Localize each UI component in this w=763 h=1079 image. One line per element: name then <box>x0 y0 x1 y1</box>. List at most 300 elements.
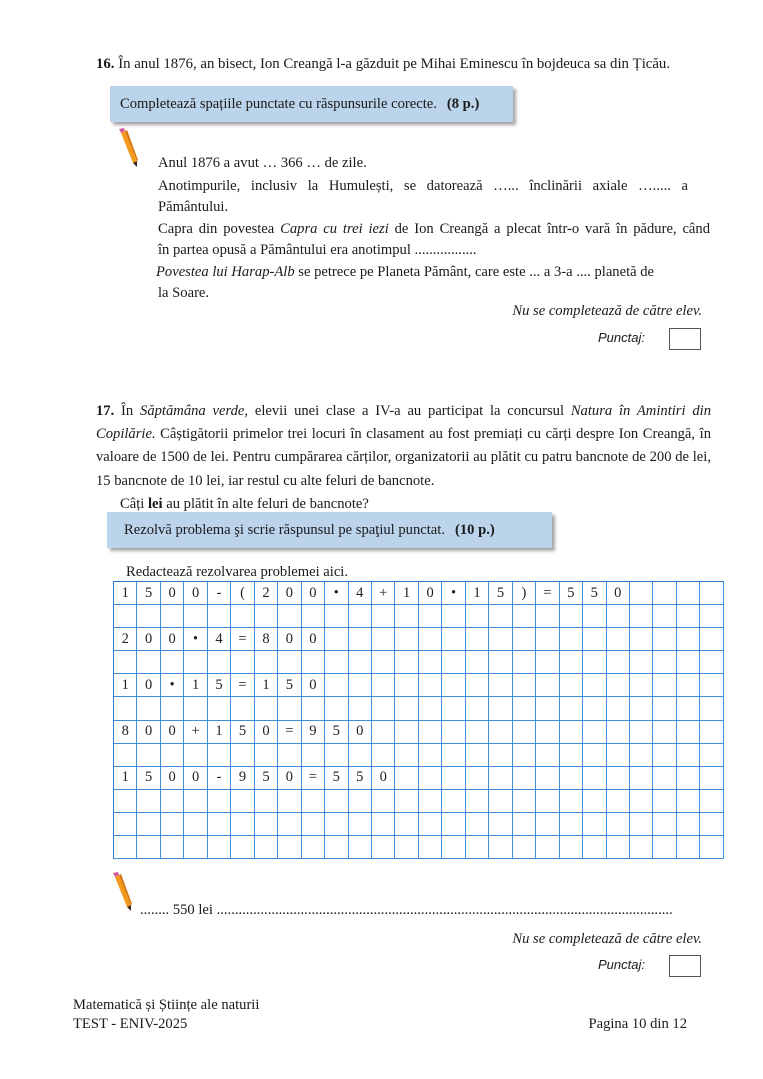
grid-cell[interactable]: 1 <box>114 767 137 790</box>
grid-cell[interactable] <box>419 744 442 767</box>
grid-cell[interactable] <box>395 836 418 859</box>
grid-cell[interactable] <box>442 721 465 744</box>
solution-grid[interactable] <box>113 581 724 859</box>
grid-cell[interactable]: = <box>278 721 301 744</box>
grid-cell[interactable] <box>349 790 372 813</box>
grid-cell[interactable] <box>607 697 630 720</box>
grid-cell[interactable] <box>325 697 348 720</box>
grid-cell[interactable] <box>653 767 676 790</box>
grid-cell[interactable] <box>560 651 583 674</box>
grid-cell[interactable]: - <box>208 582 231 605</box>
grid-cell[interactable] <box>442 628 465 651</box>
grid-cell[interactable] <box>161 836 184 859</box>
grid-cell[interactable] <box>325 836 348 859</box>
grid-cell[interactable] <box>419 721 442 744</box>
grid-cell[interactable] <box>489 605 512 628</box>
grid-cell[interactable]: 5 <box>278 674 301 697</box>
grid-cell[interactable] <box>184 813 207 836</box>
grid-cell[interactable]: 5 <box>208 674 231 697</box>
grid-cell[interactable] <box>489 628 512 651</box>
grid-cell[interactable] <box>231 790 254 813</box>
grid-cell[interactable] <box>700 790 723 813</box>
grid-cell[interactable] <box>442 744 465 767</box>
grid-cell[interactable] <box>442 813 465 836</box>
grid-cell[interactable]: 0 <box>419 582 442 605</box>
grid-cell[interactable] <box>700 721 723 744</box>
grid-cell[interactable] <box>700 813 723 836</box>
grid-cell[interactable]: 5 <box>489 582 512 605</box>
grid-cell[interactable] <box>184 651 207 674</box>
grid-cell[interactable] <box>114 651 137 674</box>
grid-cell[interactable]: 0 <box>278 767 301 790</box>
grid-cell[interactable] <box>419 767 442 790</box>
grid-cell[interactable] <box>302 697 325 720</box>
grid-cell[interactable] <box>560 767 583 790</box>
grid-cell[interactable] <box>137 605 160 628</box>
grid-cell[interactable]: 0 <box>278 582 301 605</box>
grid-cell[interactable]: 1 <box>208 721 231 744</box>
grid-cell[interactable] <box>231 697 254 720</box>
grid-cell[interactable] <box>583 744 606 767</box>
grid-cell[interactable] <box>208 813 231 836</box>
grid-cell[interactable] <box>349 836 372 859</box>
grid-cell[interactable] <box>677 582 700 605</box>
grid-cell[interactable] <box>700 628 723 651</box>
grid-cell[interactable]: 1 <box>466 582 489 605</box>
grid-cell[interactable]: 5 <box>325 721 348 744</box>
grid-cell[interactable] <box>419 836 442 859</box>
grid-cell[interactable]: 5 <box>137 582 160 605</box>
grid-cell[interactable] <box>536 628 559 651</box>
grid-cell[interactable] <box>372 790 395 813</box>
grid-cell[interactable] <box>677 813 700 836</box>
grid-cell[interactable] <box>442 836 465 859</box>
grid-cell[interactable]: 0 <box>184 582 207 605</box>
grid-cell[interactable] <box>255 651 278 674</box>
grid-cell[interactable]: 0 <box>278 628 301 651</box>
grid-cell[interactable]: + <box>372 582 395 605</box>
grid-cell[interactable] <box>630 744 653 767</box>
grid-cell[interactable] <box>489 674 512 697</box>
grid-cell[interactable] <box>208 790 231 813</box>
grid-cell[interactable] <box>513 744 536 767</box>
grid-cell[interactable] <box>395 674 418 697</box>
grid-cell[interactable] <box>466 674 489 697</box>
grid-cell[interactable] <box>700 836 723 859</box>
grid-cell[interactable]: 1 <box>184 674 207 697</box>
grid-cell[interactable] <box>278 744 301 767</box>
grid-cell[interactable] <box>653 697 676 720</box>
grid-cell[interactable]: 0 <box>137 721 160 744</box>
grid-cell[interactable] <box>489 836 512 859</box>
grid-cell[interactable] <box>700 651 723 674</box>
grid-cell[interactable] <box>302 813 325 836</box>
grid-cell[interactable]: 0 <box>161 767 184 790</box>
grid-cell[interactable] <box>630 674 653 697</box>
grid-cell[interactable] <box>583 813 606 836</box>
grid-cell[interactable] <box>442 767 465 790</box>
grid-cell[interactable]: 8 <box>114 721 137 744</box>
grid-cell[interactable] <box>583 697 606 720</box>
grid-cell[interactable] <box>278 790 301 813</box>
grid-cell[interactable] <box>372 813 395 836</box>
grid-cell[interactable] <box>114 605 137 628</box>
grid-cell[interactable] <box>161 605 184 628</box>
grid-cell[interactable] <box>349 813 372 836</box>
grid-cell[interactable] <box>161 790 184 813</box>
grid-cell[interactable] <box>442 605 465 628</box>
grid-cell[interactable] <box>677 790 700 813</box>
grid-cell[interactable]: 4 <box>349 582 372 605</box>
grid-cell[interactable]: 2 <box>114 628 137 651</box>
grid-cell[interactable] <box>255 744 278 767</box>
grid-cell[interactable] <box>231 651 254 674</box>
grid-cell[interactable]: • <box>161 674 184 697</box>
grid-cell[interactable] <box>137 813 160 836</box>
grid-cell[interactable] <box>466 605 489 628</box>
grid-cell[interactable] <box>231 605 254 628</box>
grid-cell[interactable] <box>349 651 372 674</box>
grid-cell[interactable] <box>560 813 583 836</box>
grid-cell[interactable] <box>677 744 700 767</box>
grid-cell[interactable] <box>278 651 301 674</box>
grid-cell[interactable] <box>607 813 630 836</box>
grid-cell[interactable] <box>419 628 442 651</box>
grid-cell[interactable] <box>161 651 184 674</box>
grid-cell[interactable]: 0 <box>161 582 184 605</box>
grid-cell[interactable] <box>231 744 254 767</box>
grid-cell[interactable]: 5 <box>255 767 278 790</box>
grid-cell[interactable] <box>677 721 700 744</box>
grid-cell[interactable] <box>513 767 536 790</box>
grid-cell[interactable] <box>372 674 395 697</box>
grid-cell[interactable]: 1 <box>255 674 278 697</box>
grid-cell[interactable]: = <box>231 674 254 697</box>
grid-cell[interactable] <box>677 697 700 720</box>
grid-cell[interactable] <box>607 605 630 628</box>
grid-cell[interactable] <box>677 836 700 859</box>
grid-cell[interactable]: 9 <box>231 767 254 790</box>
grid-cell[interactable] <box>255 836 278 859</box>
grid-cell[interactable] <box>395 813 418 836</box>
grid-cell[interactable] <box>653 582 676 605</box>
grid-cell[interactable] <box>653 790 676 813</box>
grid-cell[interactable] <box>349 744 372 767</box>
grid-cell[interactable]: 1 <box>395 582 418 605</box>
grid-cell[interactable]: ( <box>231 582 254 605</box>
grid-cell[interactable] <box>419 674 442 697</box>
grid-cell[interactable] <box>607 744 630 767</box>
grid-cell[interactable] <box>302 836 325 859</box>
grid-cell[interactable] <box>677 674 700 697</box>
grid-cell[interactable]: 0 <box>161 628 184 651</box>
grid-cell[interactable] <box>513 790 536 813</box>
grid-cell[interactable] <box>513 628 536 651</box>
grid-cell[interactable] <box>583 628 606 651</box>
grid-cell[interactable] <box>419 790 442 813</box>
grid-cell[interactable] <box>489 767 512 790</box>
grid-cell[interactable] <box>700 744 723 767</box>
grid-cell[interactable] <box>677 628 700 651</box>
grid-cell[interactable] <box>630 813 653 836</box>
grid-cell[interactable] <box>536 836 559 859</box>
grid-cell[interactable] <box>302 790 325 813</box>
grid-cell[interactable] <box>255 605 278 628</box>
grid-cell[interactable] <box>700 697 723 720</box>
grid-cell[interactable]: 0 <box>302 582 325 605</box>
grid-cell[interactable] <box>560 697 583 720</box>
grid-cell[interactable] <box>630 651 653 674</box>
grid-cell[interactable] <box>372 836 395 859</box>
grid-cell[interactable] <box>137 697 160 720</box>
grid-cell[interactable] <box>349 605 372 628</box>
grid-cell[interactable] <box>607 767 630 790</box>
grid-cell[interactable] <box>560 674 583 697</box>
grid-cell[interactable] <box>466 697 489 720</box>
grid-cell[interactable]: 5 <box>231 721 254 744</box>
grid-cell[interactable]: 0 <box>137 674 160 697</box>
grid-cell[interactable] <box>442 674 465 697</box>
grid-cell[interactable] <box>677 651 700 674</box>
grid-cell[interactable]: ) <box>513 582 536 605</box>
grid-cell[interactable] <box>513 836 536 859</box>
grid-cell[interactable] <box>536 674 559 697</box>
grid-cell[interactable] <box>325 744 348 767</box>
grid-cell[interactable] <box>677 605 700 628</box>
grid-cell[interactable] <box>325 628 348 651</box>
grid-cell[interactable] <box>630 767 653 790</box>
grid-cell[interactable]: 5 <box>349 767 372 790</box>
grid-cell[interactable] <box>137 651 160 674</box>
grid-cell[interactable]: • <box>325 582 348 605</box>
grid-cell[interactable]: 8 <box>255 628 278 651</box>
grid-cell[interactable]: = <box>231 628 254 651</box>
grid-cell[interactable] <box>419 813 442 836</box>
grid-cell[interactable] <box>607 790 630 813</box>
grid-cell[interactable] <box>302 744 325 767</box>
grid-cell[interactable] <box>325 674 348 697</box>
grid-cell[interactable] <box>184 697 207 720</box>
grid-cell[interactable]: = <box>536 582 559 605</box>
grid-cell[interactable] <box>630 721 653 744</box>
grid-cell[interactable] <box>607 836 630 859</box>
grid-cell[interactable] <box>677 767 700 790</box>
grid-cell[interactable] <box>489 813 512 836</box>
grid-cell[interactable] <box>653 721 676 744</box>
grid-cell[interactable] <box>395 721 418 744</box>
grid-cell[interactable] <box>630 836 653 859</box>
grid-cell[interactable]: 0 <box>255 721 278 744</box>
grid-cell[interactable] <box>137 836 160 859</box>
grid-cell[interactable]: 9 <box>302 721 325 744</box>
grid-cell[interactable] <box>513 721 536 744</box>
grid-cell[interactable] <box>208 697 231 720</box>
grid-cell[interactable] <box>653 605 676 628</box>
grid-cell[interactable] <box>536 767 559 790</box>
grid-cell[interactable] <box>208 605 231 628</box>
grid-cell[interactable]: = <box>302 767 325 790</box>
grid-cell[interactable] <box>653 651 676 674</box>
grid-cell[interactable]: 5 <box>137 767 160 790</box>
grid-cell[interactable] <box>395 697 418 720</box>
grid-cell[interactable] <box>700 582 723 605</box>
grid-cell[interactable] <box>255 813 278 836</box>
grid-cell[interactable] <box>513 813 536 836</box>
grid-cell[interactable] <box>442 651 465 674</box>
grid-cell[interactable] <box>700 605 723 628</box>
grid-cell[interactable] <box>653 813 676 836</box>
grid-cell[interactable] <box>560 744 583 767</box>
grid-cell[interactable] <box>630 697 653 720</box>
grid-cell[interactable]: 5 <box>325 767 348 790</box>
grid-cell[interactable] <box>489 790 512 813</box>
grid-cell[interactable] <box>114 697 137 720</box>
grid-cell[interactable]: - <box>208 767 231 790</box>
grid-cell[interactable] <box>513 651 536 674</box>
grid-cell[interactable]: 0 <box>302 628 325 651</box>
grid-cell[interactable] <box>536 697 559 720</box>
grid-cell[interactable]: 0 <box>161 721 184 744</box>
grid-cell[interactable] <box>466 836 489 859</box>
grid-cell[interactable] <box>513 697 536 720</box>
grid-cell[interactable] <box>442 790 465 813</box>
grid-cell[interactable] <box>372 628 395 651</box>
grid-cell[interactable] <box>114 790 137 813</box>
grid-cell[interactable]: 0 <box>607 582 630 605</box>
grid-cell[interactable] <box>184 836 207 859</box>
grid-cell[interactable] <box>630 582 653 605</box>
grid-cell[interactable] <box>184 790 207 813</box>
grid-cell[interactable] <box>513 674 536 697</box>
grid-cell[interactable] <box>372 721 395 744</box>
grid-cell[interactable] <box>395 651 418 674</box>
grid-cell[interactable] <box>653 628 676 651</box>
grid-cell[interactable] <box>583 674 606 697</box>
grid-cell[interactable] <box>607 651 630 674</box>
grid-cell[interactable]: • <box>184 628 207 651</box>
grid-cell[interactable]: 1 <box>114 674 137 697</box>
grid-cell[interactable]: 2 <box>255 582 278 605</box>
grid-cell[interactable] <box>302 605 325 628</box>
grid-cell[interactable] <box>161 744 184 767</box>
grid-cell[interactable] <box>278 605 301 628</box>
grid-cell[interactable] <box>137 790 160 813</box>
grid-cell[interactable] <box>349 697 372 720</box>
grid-cell[interactable] <box>255 697 278 720</box>
grid-cell[interactable] <box>255 790 278 813</box>
grid-cell[interactable] <box>489 721 512 744</box>
grid-cell[interactable] <box>349 628 372 651</box>
answer-line[interactable]: ........ 550 lei ............................................................................................................................. <box>140 902 673 918</box>
grid-cell[interactable] <box>372 697 395 720</box>
grid-cell[interactable] <box>419 697 442 720</box>
grid-cell[interactable] <box>700 674 723 697</box>
grid-cell[interactable] <box>161 813 184 836</box>
grid-cell[interactable] <box>278 813 301 836</box>
grid-cell[interactable] <box>466 651 489 674</box>
grid-cell[interactable] <box>184 744 207 767</box>
grid-cell[interactable] <box>630 605 653 628</box>
grid-cell[interactable] <box>466 767 489 790</box>
grid-cell[interactable] <box>325 651 348 674</box>
grid-cell[interactable] <box>466 628 489 651</box>
grid-cell[interactable]: 4 <box>208 628 231 651</box>
grid-cell[interactable] <box>536 605 559 628</box>
grid-cell[interactable] <box>583 836 606 859</box>
grid-cell[interactable]: 0 <box>184 767 207 790</box>
grid-cell[interactable] <box>395 605 418 628</box>
grid-cell[interactable] <box>607 674 630 697</box>
grid-cell[interactable] <box>395 744 418 767</box>
grid-cell[interactable] <box>489 744 512 767</box>
grid-cell[interactable] <box>583 790 606 813</box>
grid-cell[interactable] <box>278 697 301 720</box>
grid-cell[interactable] <box>583 721 606 744</box>
grid-cell[interactable] <box>653 836 676 859</box>
grid-cell[interactable] <box>114 813 137 836</box>
grid-cell[interactable] <box>630 628 653 651</box>
grid-cell[interactable] <box>536 813 559 836</box>
grid-cell[interactable] <box>114 744 137 767</box>
grid-cell[interactable] <box>536 721 559 744</box>
grid-cell[interactable] <box>372 744 395 767</box>
grid-cell[interactable] <box>489 651 512 674</box>
grid-cell[interactable]: 0 <box>372 767 395 790</box>
grid-cell[interactable] <box>325 605 348 628</box>
grid-cell[interactable] <box>302 651 325 674</box>
grid-cell[interactable] <box>372 605 395 628</box>
grid-cell[interactable] <box>653 744 676 767</box>
grid-cell[interactable] <box>208 744 231 767</box>
grid-cell[interactable] <box>395 767 418 790</box>
grid-cell[interactable]: + <box>184 721 207 744</box>
grid-cell[interactable] <box>161 697 184 720</box>
grid-cell[interactable] <box>700 767 723 790</box>
grid-cell[interactable] <box>325 790 348 813</box>
grid-cell[interactable] <box>466 790 489 813</box>
grid-cell[interactable] <box>536 790 559 813</box>
grid-cell[interactable] <box>536 651 559 674</box>
grid-cell[interactable] <box>231 813 254 836</box>
grid-cell[interactable]: 0 <box>349 721 372 744</box>
grid-cell[interactable]: 1 <box>114 582 137 605</box>
grid-cell[interactable] <box>653 674 676 697</box>
grid-cell[interactable] <box>278 836 301 859</box>
grid-cell[interactable] <box>607 721 630 744</box>
grid-cell[interactable] <box>466 721 489 744</box>
grid-cell[interactable] <box>419 605 442 628</box>
grid-cell[interactable] <box>466 813 489 836</box>
grid-cell[interactable] <box>583 605 606 628</box>
grid-cell[interactable] <box>536 744 559 767</box>
grid-cell[interactable] <box>560 836 583 859</box>
grid-cell[interactable] <box>442 697 465 720</box>
grid-cell[interactable] <box>419 651 442 674</box>
grid-cell[interactable] <box>583 651 606 674</box>
grid-cell[interactable] <box>489 697 512 720</box>
grid-cell[interactable] <box>137 744 160 767</box>
grid-cell[interactable] <box>607 628 630 651</box>
grid-cell[interactable] <box>114 836 137 859</box>
grid-cell[interactable] <box>560 790 583 813</box>
grid-cell[interactable]: 5 <box>583 582 606 605</box>
grid-cell[interactable] <box>560 605 583 628</box>
grid-cell[interactable] <box>560 721 583 744</box>
grid-cell[interactable]: 0 <box>302 674 325 697</box>
grid-cell[interactable]: 5 <box>560 582 583 605</box>
grid-cell[interactable] <box>395 790 418 813</box>
grid-cell[interactable] <box>583 767 606 790</box>
